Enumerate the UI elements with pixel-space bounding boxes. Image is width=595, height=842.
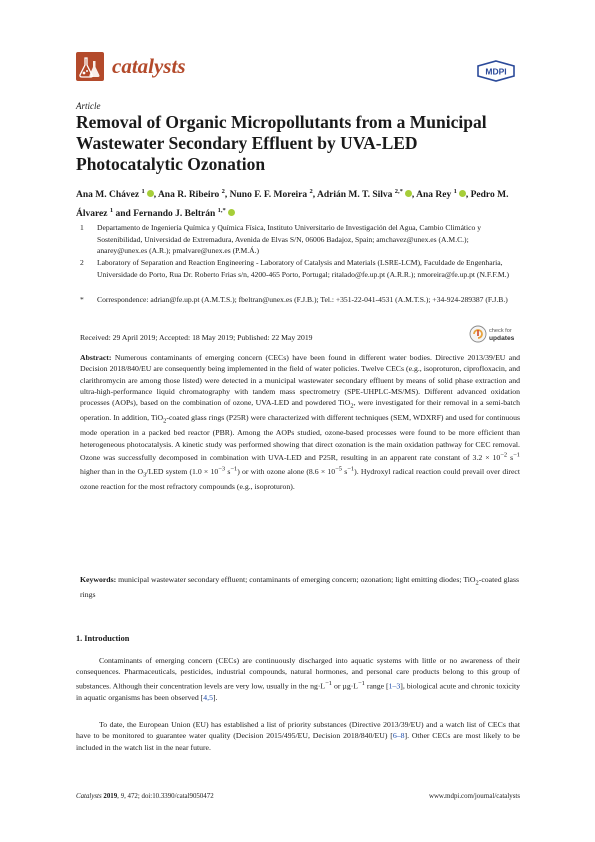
affiliation-1: 1 Departamento de Ingeniería Química y Química Física, Instituto Universitario de Investigación del Agua, Cambio Climático y Sostenibilidad, Universidad de Extremadura, Avenida de Elvas S/N, 06006 Badajoz, Spain; amchavez@unex.es (A.M.C.); anarey@unex.es (A.R.); pmalvare@unex.es (P.M.Á.) — [80, 223, 482, 256]
author-affiliation-mark: 2 — [309, 188, 313, 195]
article-type: Article — [76, 101, 101, 111]
author-name: Adrián M. T. Silva — [317, 190, 395, 201]
svg-text:check for: check for — [489, 328, 512, 334]
article-title: Removal of Organic Micropollutants from a Municipal Wastewater Secondary Effluent by UVA-LED Photocatalytic Ozonation — [76, 112, 487, 174]
footer-journal-link[interactable]: www.mdpi.com/journal/catalysts — [428, 793, 520, 800]
orcid-icon[interactable] — [228, 209, 235, 216]
author-name: Pedro M. Álvarez — [76, 190, 509, 220]
orcid-icon[interactable] — [459, 190, 466, 197]
check-for-updates-icon — [469, 323, 521, 345]
author-name: Ana R. Ribeiro — [157, 190, 222, 201]
author-name: Nuno F. F. Moreira — [229, 190, 310, 201]
keywords-text: municipal wastewater secondary effluent; contaminants of emerging concern; ozonation; light emitting diodes; TiO$_2$-coated glass rings — [80, 575, 520, 599]
publication-dates: Received: 29 April 2019; Accepted: 18 May 2019; Published: 22 May 2019 — [80, 333, 313, 342]
mdpi-logo — [476, 60, 516, 82]
intro-paragraph-2: To date, the European Union (EU) has established a list of priority substances (Directive 2013/39/EU) and a watch list of CECs that have to be monitored to guarantee water quality (Decision 2015/495/EU, Decision 2018/840/EU) [6–8]. Other CECs are most likely to be included in the watch list in the near future. — [76, 720, 521, 752]
author-name: Fernando J. Beltrán — [133, 209, 218, 220]
affiliation-2: 2 Laboratory of Separation and Reaction Engineering - Laboratory of Catalysis and Materials (LSRE-LCM), Faculdade de Engenharia, Universidade do Porto, Rua Dr. Roberto Frias s/n, 4200-465 Porto, Portugal; ritalado@fe.up.pt (A.R.R.); nmoreira@fe.up.pt (N.F.F.M.) — [80, 258, 510, 279]
svg-text:updates: updates — [489, 335, 515, 342]
author-affiliation-mark: 1 — [141, 188, 145, 195]
author-affiliation-mark: 1 — [453, 188, 457, 195]
author-list: Ana M. Chávez $^1$ , Ana R. Ribeiro $^2$, Nuno F. F. Moreira $^2$, Adrián M. T. Silva $^{2,*}$ , Ana Rey $^1$ , Pedro M. Álvarez $^1$ and Fernando J. Beltrán $^{1,*}$ — [76, 188, 509, 220]
check-for-updates-button[interactable] — [469, 323, 521, 345]
svg-text:MDPI: MDPI — [485, 66, 507, 77]
section-heading: 1. Introduction — [76, 634, 130, 643]
abstract — [80, 352, 520, 493]
abstract-label: Abstract: — [80, 353, 112, 362]
keywords-label: Keywords: — [80, 575, 117, 584]
keywords — [80, 574, 520, 600]
correspondence: * Correspondence: adrian@fe.up.pt (A.M.T.S.); fbeltran@unex.es (F.J.B.); Tel.: +351-22-041-4531 (A.M.T.S.); +34-924-289387 (F.J.B.) — [80, 295, 508, 304]
author-name: Ana M. Chávez — [76, 190, 142, 201]
abstract-text: Numerous contaminants of emerging concern (CECs) have been found in different water bodies. Directive 2013/39/EU and Decision 2018/840/EU are consequently being implemented in the field of water policies. Twelve CECs (e.g., isoproturon, ciprofloxacin, and clarithromycin are among those listed) were detected in a municipal wastewater secondary effluent by means of solid phase extraction and ultra-high-performance liquid chromatography with tandem mass spectrometry (SPE-UHPLC-MS/MS). Different advanced oxidation processes (AOPs), based on the combination of ozone, UVA-LED and powdered TiO$_2$, were investigated for their removal in a semi-batch operation. In addition, TiO$_2$-coated glass rings (P25R) were characterized with different techniques (SEM, WDXRF) and used for continuous mode operation in a packed bed reactor (PBR). Among the AOPs studied, ozone-based processes were found to be more efficient than heterogeneous photocatalysis. A kinetic study was performed showing that direct ozonation is the main oxidation pathway for CEC removal. Ozone was successfully decomposed in combination with UVA-LED and P25R, resulting in an apparent rate constant of $3.2 \times 10^{-2}$ $s^{-1}$ higher than in the $O_3$/LED system ($1.0 \times 10^{-3}$ $s^{-1}$) or with ozone alone ($8.6 \times 10^{-5}$ $s^{-1}$). Hydroxyl radical reaction could prevail over direct ozone reaction for the most refractory compounds (e.g., isoproturon). — [80, 353, 521, 492]
journal-logo — [76, 52, 104, 81]
author-affiliation-mark: 2,* — [394, 188, 403, 195]
footer-citation: Catalysts 2019, 9, 472; doi:10.3390/catal9050472 — [76, 793, 214, 800]
journal-name: catalysts — [112, 54, 186, 78]
author-name: Ana Rey — [416, 190, 454, 201]
mdpi-logo-icon — [476, 60, 516, 82]
orcid-icon[interactable] — [147, 190, 154, 197]
intro-paragraph-1: Contaminants of emerging concern (CECs) are continuously discharged into aquatic systems with little or no awareness of their consequences. Pharmaceuticals, pesticides, industrial compounds, natural hormones, and personal care products belong to this group of substances. Although their concentration levels are very low, usually in the $ng\cdot L^{-1}$ or $\mu g\cdot L^{-1}$ range [1–3], biological acute and chronic toxicity in aquatic organisms has been observed [4,5]. — [76, 656, 520, 702]
author-affiliation-mark: 1,* — [217, 207, 226, 215]
author-affiliation-mark: 1 — [109, 207, 114, 215]
author-affiliation-mark: 2 — [221, 188, 225, 195]
flask-icon — [76, 52, 104, 81]
orcid-icon[interactable] — [405, 190, 412, 197]
